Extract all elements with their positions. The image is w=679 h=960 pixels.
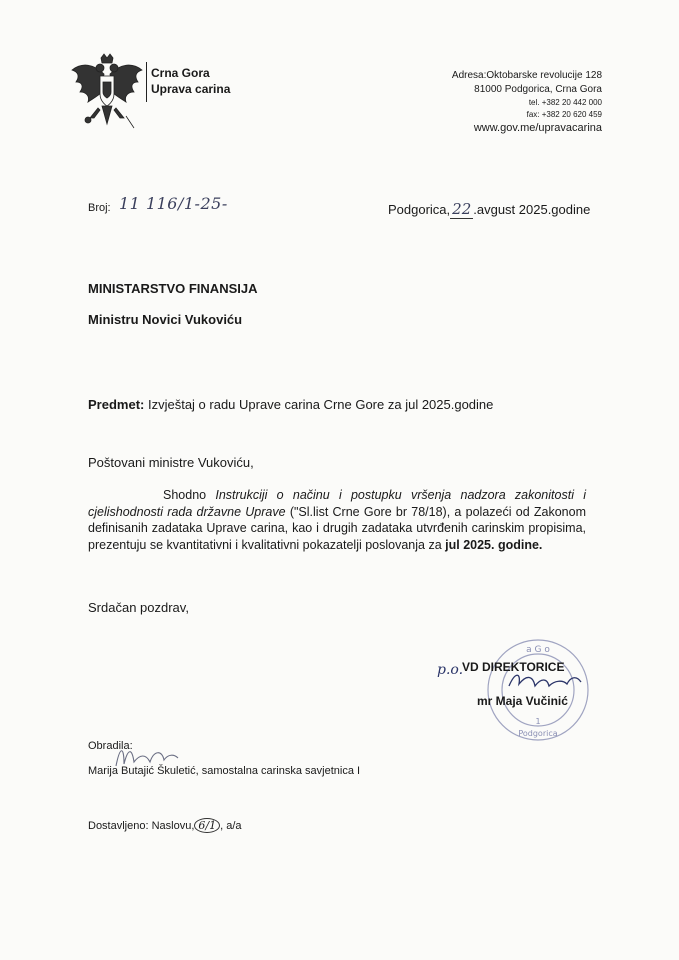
subject-line xyxy=(88,397,493,412)
body-period-bold: jul 2025. godine. xyxy=(445,537,543,552)
delivery-prefix: Dostavljeno: Naslovu, xyxy=(88,820,195,832)
reference-label: Broj: xyxy=(88,202,111,214)
stamp-number: 1 xyxy=(535,717,541,726)
date-suffix: .avgust 2025.godine xyxy=(473,202,591,217)
org-country: Crna Gora xyxy=(151,66,210,80)
org-agency: Uprava carina xyxy=(151,82,231,96)
website-link[interactable]: www.gov.me/upravacarina xyxy=(473,122,602,134)
signatory-title: VD DIREKTORICE xyxy=(462,660,565,674)
subject-label: Predmet: xyxy=(88,397,145,412)
salutation: Poštovani ministre Vukoviću, xyxy=(88,455,254,470)
prepared-by-label: Obradila: xyxy=(88,740,133,752)
fax-number: fax: +382 20 620 459 xyxy=(526,110,602,119)
stamp-top-text: a G o xyxy=(526,645,550,655)
subject-text: Izvještaj o radu Uprave carina Crne Gore za jul 2025.godine xyxy=(144,397,494,412)
date-prefix: Podgorica, xyxy=(388,202,451,217)
address-street: Adresa:Oktobarske revolucije 128 xyxy=(451,70,602,81)
recipient-minister: Ministru Novici Vukoviću xyxy=(88,312,243,327)
closing: Srdačan pozdrav, xyxy=(88,600,189,615)
phone-number: tel. +382 20 442 000 xyxy=(528,98,602,107)
date-day-handwritten: 22 xyxy=(452,200,472,218)
delivery-circled-number: 6/1 xyxy=(194,818,220,833)
reference-number-handwritten: 11 116/1-25- xyxy=(119,194,228,213)
delivery-suffix: , a/a xyxy=(220,820,242,832)
body-paragraph xyxy=(88,487,586,553)
delivery-line xyxy=(88,818,242,833)
signatory-name: mr Maja Vučinić xyxy=(477,694,568,708)
body-text-2: ("Sl.list Crne Gore br 78/18), a polazeći od Zakonom definisanih zadataka Uprave carina, kao i drugih zadataka utvrđenih carinskim propisima, prezentuju se kvantitativni i kvalitativni pokazatelji poslovanja za xyxy=(88,504,586,552)
organization-name xyxy=(151,65,230,97)
body-italic-reference: Instrukciji o načinu i postupku vršenja nadzora zakonitosti i cjelishodnosti rada državne Uprave xyxy=(88,488,586,519)
per-order-mark: p.o. xyxy=(437,662,464,678)
body-text-1: Shodno xyxy=(163,488,216,502)
recipient-ministry: MINISTARSTVO FINANSIJA xyxy=(88,281,258,296)
stamp-bottom-text: Podgorica xyxy=(518,729,558,738)
preparer-name: Marija Butajić Škuletić, samostalna carinska savjetnica I xyxy=(88,765,361,777)
director-signature-icon xyxy=(505,668,585,694)
contact-block xyxy=(452,69,602,136)
coat-of-arms-icon xyxy=(68,52,146,132)
header-divider xyxy=(146,62,147,102)
date-line xyxy=(388,200,590,219)
address-city: 81000 Podgorica, Crna Gora xyxy=(474,84,602,95)
